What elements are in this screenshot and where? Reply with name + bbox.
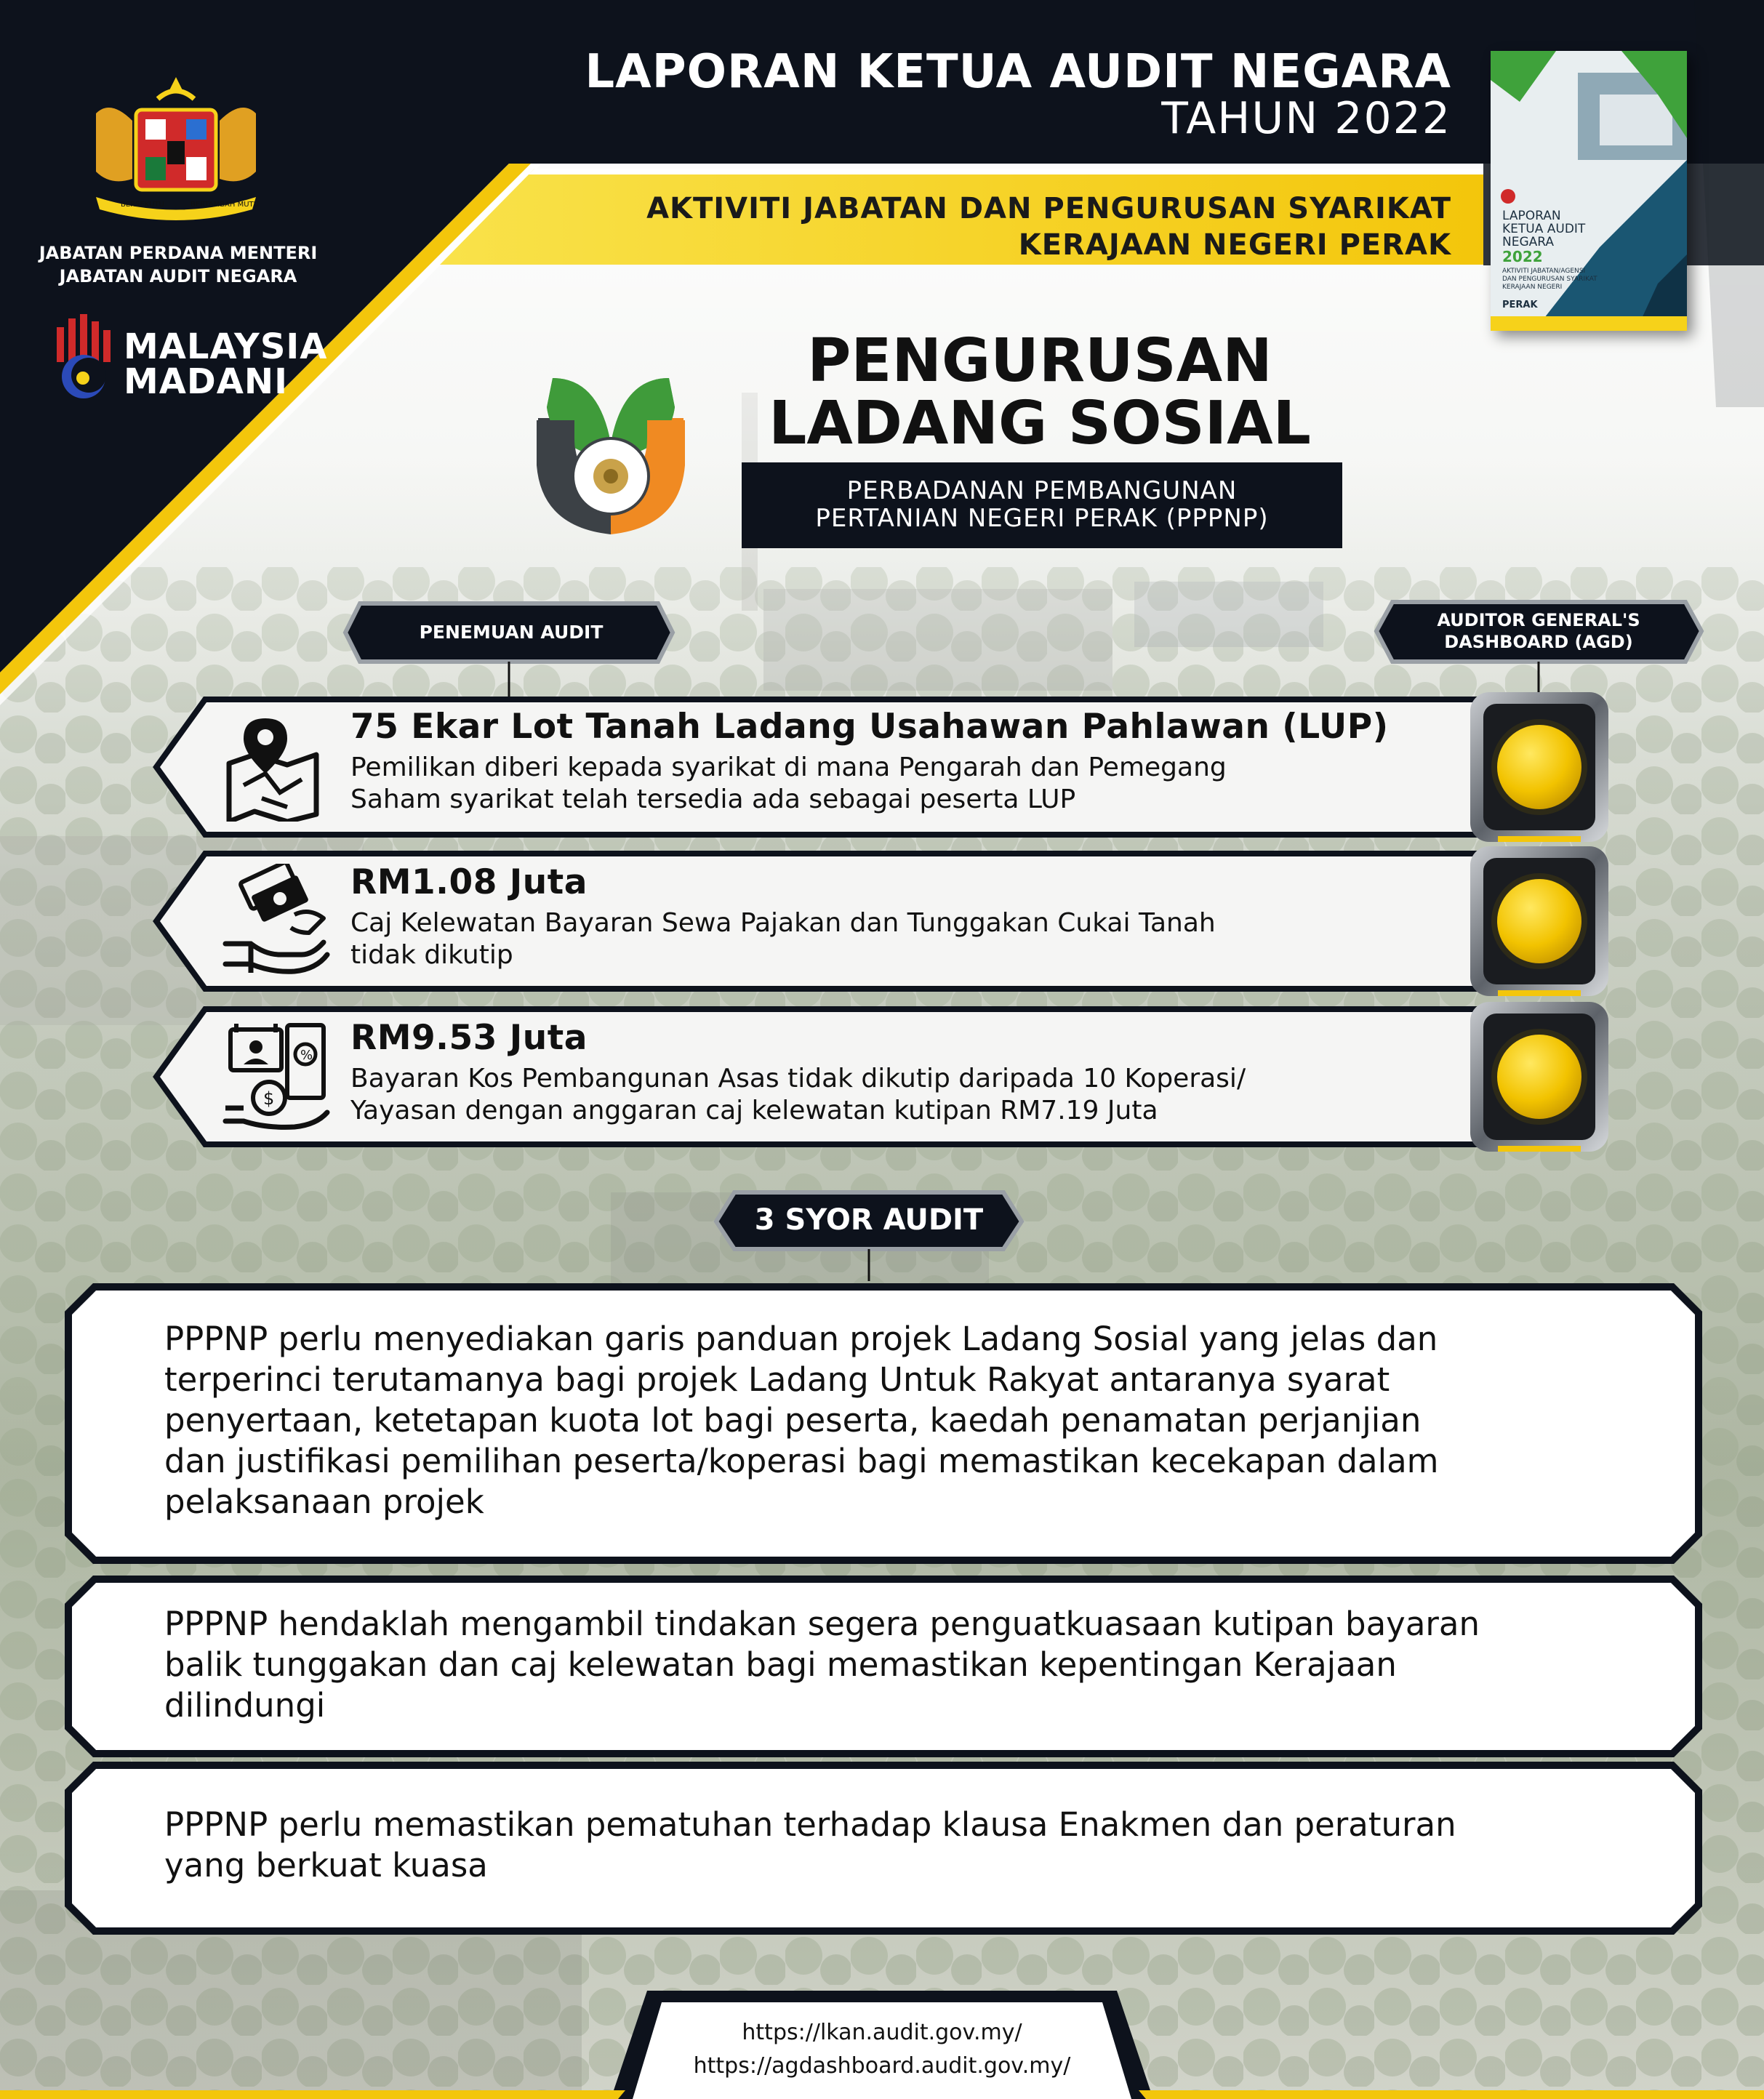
finding-1-line-1: Pemilikan diberi kepada syarikat di mana Pengarah dan Pemegang bbox=[350, 752, 1227, 782]
rec-1-line-5: pelaksanaan projek bbox=[164, 1482, 484, 1521]
recommendation-1 bbox=[164, 1319, 1662, 1522]
agd-indicator-1-yellow bbox=[1494, 722, 1584, 812]
book-sub-1: AKTIVITI JABATAN/AGENSI bbox=[1502, 268, 1586, 275]
topic-title-line-2: LADANG SOSIAL bbox=[769, 389, 1311, 458]
finding-3-body bbox=[350, 1063, 1456, 1127]
topic-title-line-1: PENGURUSAN bbox=[807, 326, 1272, 396]
book-line-2: KETUA AUDIT bbox=[1502, 222, 1586, 236]
recommendation-3 bbox=[164, 1805, 1662, 1886]
subtitle-line-2: KERAJAAN NEGERI PERAK bbox=[1018, 228, 1451, 262]
finding-1-body bbox=[350, 752, 1456, 816]
subtitle-line-1: AKTIVITI JABATAN DAN PENGURUSAN SYARIKAT bbox=[646, 192, 1451, 225]
report-title: LAPORAN KETUA AUDIT NEGARA bbox=[585, 45, 1451, 99]
malaysia-madani-logo bbox=[51, 314, 328, 402]
report-subtitle bbox=[579, 190, 1451, 263]
agd-label-line-1: AUDITOR GENERAL'S bbox=[1437, 610, 1640, 630]
syor-audit-label: 3 SYOR AUDIT bbox=[754, 1203, 984, 1237]
agency-line-1: JABATAN PERDANA MENTERI bbox=[39, 243, 318, 263]
finding-3-line-2: Yayasan dengan anggaran caj kelewatan kutipan RM7.19 Juta bbox=[350, 1096, 1158, 1125]
finding-2-body bbox=[350, 907, 1456, 971]
rec-2-line-2: balik tunggakan dan caj kelewatan bagi memastikan kepentingan Kerajaan bbox=[164, 1645, 1397, 1684]
rec-1-line-2: terperinci terutamanya bagi projek Ladang Untuk Rakyat antaranya syarat bbox=[164, 1360, 1390, 1399]
rec-1-line-3: penyertaan, ketetapan kuota lot bagi peserta, kaedah penamatan perjanjian bbox=[164, 1401, 1422, 1440]
agd-label-line-2: DASHBOARD (AGD) bbox=[1444, 632, 1633, 652]
topic-agency-box bbox=[742, 462, 1342, 548]
book-sub-2: DAN PENGURUSAN SYARIKAT bbox=[1502, 276, 1597, 283]
book-line-1: LAPORAN bbox=[1502, 209, 1561, 223]
rec-2-line-3: dilindungi bbox=[164, 1686, 326, 1725]
agd-indicator-2-yellow bbox=[1494, 876, 1584, 966]
footer-url-agdashboard[interactable]: https://agdashboard.audit.gov.my/ bbox=[693, 2053, 1071, 2079]
rec-1-line-4: dan justifikasi pemilihan peserta/koperasi bagi memastikan kecekapan dalam bbox=[164, 1442, 1439, 1480]
svg-text:BERSEKUTU: BERSEKUTU bbox=[121, 201, 164, 209]
agency-line-2: JABATAN AUDIT NEGARA bbox=[59, 266, 297, 286]
rec-3-line-1: PPPNP perlu memastikan pematuhan terhadap klausa Enakmen dan peraturan bbox=[164, 1805, 1456, 1844]
report-book-cover bbox=[1491, 51, 1687, 331]
madani-line-2: MADANI bbox=[124, 361, 288, 402]
recommendation-2 bbox=[164, 1604, 1662, 1726]
finding-3-title: RM9.53 Juta bbox=[350, 1018, 588, 1058]
svg-text:%: % bbox=[300, 1048, 313, 1063]
finding-1-title: 75 Ekar Lot Tanah Ladang Usahawan Pahlawan (LUP) bbox=[350, 707, 1389, 747]
finding-3-line-1: Bayaran Kos Pembangunan Asas tidak dikutip daripada 10 Koperasi/ bbox=[350, 1064, 1246, 1093]
penemuan-audit-label: PENEMUAN AUDIT bbox=[419, 622, 604, 643]
book-line-3: NEGARA bbox=[1502, 235, 1555, 249]
book-sub-3: KERAJAAN NEGERI bbox=[1502, 284, 1563, 291]
finding-2-line-2: tidak dikutip bbox=[350, 940, 513, 970]
topic-agency-line-1: PERBADANAN PEMBANGUNAN bbox=[846, 476, 1238, 505]
agd-label bbox=[1380, 609, 1697, 653]
report-year: TAHUN 2022 bbox=[1161, 93, 1451, 144]
finding-2-title: RM1.08 Juta bbox=[350, 862, 588, 902]
madani-line-1: MALAYSIA bbox=[124, 326, 328, 367]
finding-2-line-1: Caj Kelewatan Bayaran Sewa Pajakan dan Tunggakan Cukai Tanah bbox=[350, 908, 1216, 938]
book-year: 2022 bbox=[1502, 248, 1543, 265]
svg-text:BERTAMBAH MUTU: BERTAMBAH MUTU bbox=[191, 201, 259, 209]
agd-indicator-3-yellow bbox=[1494, 1032, 1584, 1122]
svg-text:$: $ bbox=[263, 1088, 275, 1109]
madani-emblem-icon bbox=[51, 314, 116, 401]
book-title-text bbox=[1502, 209, 1604, 312]
rec-3-line-2: yang berkuat kuasa bbox=[164, 1846, 488, 1885]
finding-1-line-2: Saham syarikat telah tersedia ada sebagai peserta LUP bbox=[350, 784, 1076, 814]
pppnp-logo-icon bbox=[509, 343, 715, 548]
book-state: PERAK bbox=[1502, 300, 1538, 310]
rec-1-line-1: PPPNP perlu menyediakan garis panduan projek Ladang Sosial yang jelas dan bbox=[164, 1320, 1438, 1358]
topic-agency-line-2: PERTANIAN NEGERI PERAK (PPPNP) bbox=[815, 504, 1269, 533]
money-hand-icon bbox=[222, 864, 331, 980]
invoice-payment-icon bbox=[222, 1019, 331, 1136]
agency-lines bbox=[29, 241, 327, 288]
rec-2-line-1: PPPNP hendaklah mengambil tindakan segera penguatkuasaan kutipan bayaran bbox=[164, 1605, 1480, 1643]
coat-of-arms-icon bbox=[67, 70, 285, 230]
footer-url-lkan[interactable]: https://lkan.audit.gov.my/ bbox=[742, 2020, 1022, 2045]
map-location-icon bbox=[222, 713, 324, 822]
